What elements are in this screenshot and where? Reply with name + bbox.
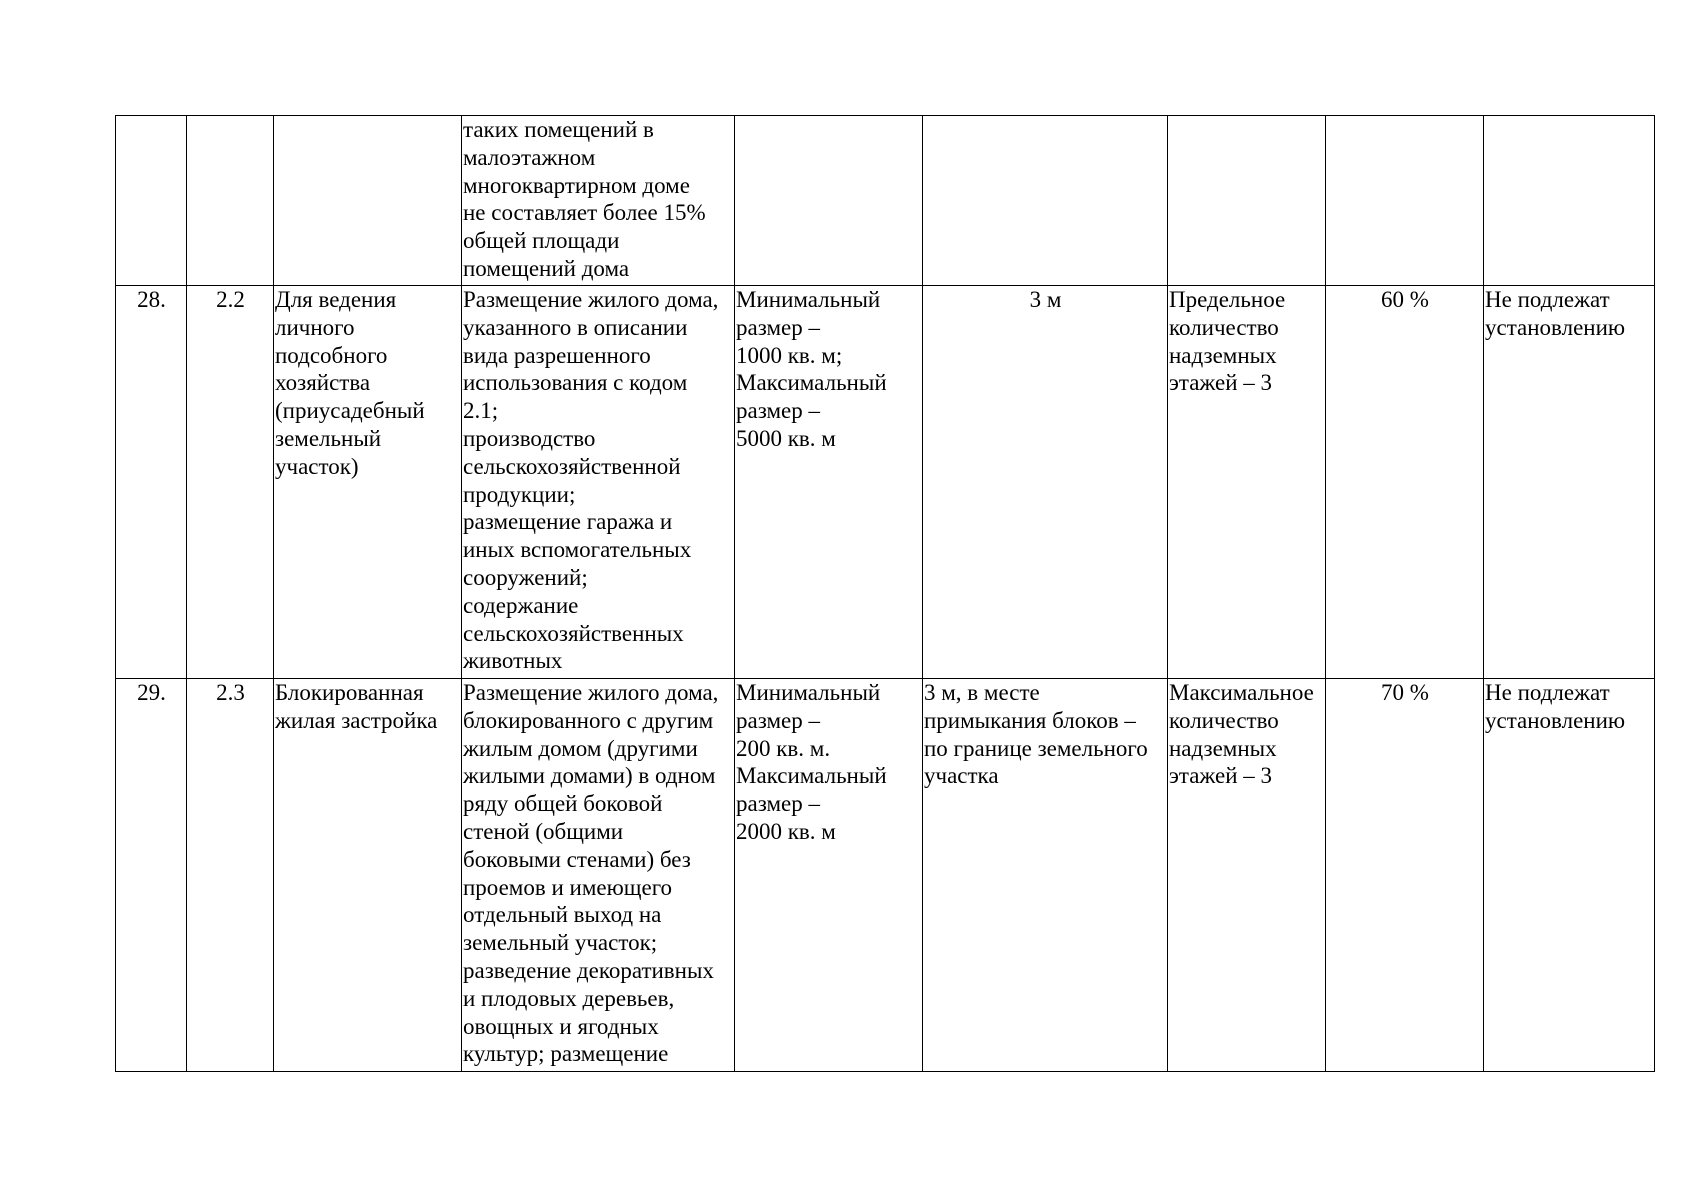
text-line: боковыми стенами) без bbox=[463, 846, 691, 872]
text-line: блокированного с другим bbox=[463, 707, 714, 733]
text-line: Максимальное bbox=[1169, 680, 1314, 705]
text-line: жилым домом (другими bbox=[463, 735, 698, 761]
text-line: хозяйства bbox=[275, 370, 371, 396]
row-code-cell: 2.3 bbox=[187, 679, 274, 1072]
use-description-cell bbox=[462, 679, 735, 1072]
text-line: надземных bbox=[1169, 342, 1277, 368]
text-line: Максимальный bbox=[736, 763, 887, 789]
text-line: продукции; bbox=[463, 481, 576, 507]
table-row bbox=[116, 286, 1655, 679]
text-line: Максимальный bbox=[736, 370, 887, 396]
plot-size-cell bbox=[735, 116, 923, 286]
text-line: Не подлежат bbox=[1485, 680, 1610, 705]
text-line: земельный участок; bbox=[463, 930, 658, 956]
setback-cell: 3 м bbox=[923, 286, 1168, 679]
text-line: установлению bbox=[1485, 314, 1626, 340]
other-params-cell bbox=[1484, 116, 1655, 286]
text-line: Минимальный bbox=[736, 680, 881, 705]
text-line: Для ведения bbox=[275, 287, 397, 312]
text-line: участка bbox=[924, 763, 999, 789]
text-line: таких помещений в bbox=[463, 117, 654, 142]
text-line: жилая застройка bbox=[275, 707, 438, 733]
text-line: разведение декоративных bbox=[463, 957, 714, 983]
text-line: размер – bbox=[736, 398, 820, 424]
text-line: этажей – 3 bbox=[1169, 370, 1273, 396]
text-line: 2.1; bbox=[463, 398, 499, 424]
text-line: размер – bbox=[736, 791, 820, 817]
text-line: (приусадебный bbox=[275, 398, 425, 424]
text-line: сельскохозяйственной bbox=[463, 453, 681, 479]
use-description-cell bbox=[462, 286, 735, 679]
text-line: Размещение жилого дома, bbox=[463, 287, 719, 312]
text-line: 3 м, в месте bbox=[924, 680, 1040, 705]
text-line: производство bbox=[463, 425, 596, 451]
text-line: использования с кодом bbox=[463, 370, 688, 396]
text-line: Предельное bbox=[1169, 287, 1286, 312]
text-line: количество bbox=[1169, 314, 1279, 340]
floors-cell bbox=[1168, 679, 1326, 1072]
text-line: земельный bbox=[275, 425, 382, 451]
text-line: размер – bbox=[736, 707, 820, 733]
text-line: подсобного bbox=[275, 342, 388, 368]
floors-cell bbox=[1168, 286, 1326, 679]
use-name-cell bbox=[274, 286, 462, 679]
text-line: размер – bbox=[736, 314, 820, 340]
text-line: установлению bbox=[1485, 707, 1626, 733]
other-params-cell bbox=[1484, 286, 1655, 679]
text-line: примыкания блоков – bbox=[924, 707, 1136, 733]
text-line: по границе земельного bbox=[924, 735, 1148, 761]
text-line: размещение гаража и bbox=[463, 509, 673, 535]
text-line: животных bbox=[463, 648, 563, 674]
text-line: Блокированная bbox=[275, 680, 424, 705]
use-name-cell bbox=[274, 679, 462, 1072]
text-line: не составляет более 15% bbox=[463, 200, 706, 226]
text-line: отдельный выход на bbox=[463, 902, 662, 928]
text-line: надземных bbox=[1169, 735, 1277, 761]
text-line: личного bbox=[275, 314, 355, 340]
setback-cell bbox=[923, 679, 1168, 1072]
coverage-cell: 70 % bbox=[1326, 679, 1484, 1072]
text-line: сельскохозяйственных bbox=[463, 620, 684, 646]
text-line: 200 кв. м. bbox=[736, 735, 831, 761]
text-line: сооружений; bbox=[463, 564, 588, 590]
text-line: Минимальный bbox=[736, 287, 881, 312]
plot-size-cell bbox=[735, 286, 923, 679]
text-line: Размещение жилого дома, bbox=[463, 680, 719, 705]
row-code-cell bbox=[187, 116, 274, 286]
row-number-cell: 29. bbox=[116, 679, 187, 1072]
text-line: стеной (общими bbox=[463, 818, 624, 844]
text-line: и плодовых деревьев, bbox=[463, 985, 675, 1011]
plot-size-cell bbox=[735, 679, 923, 1072]
row-number-cell: 28. bbox=[116, 286, 187, 679]
text-line: помещений дома bbox=[463, 255, 630, 281]
row-code-cell: 2.2 bbox=[187, 286, 274, 679]
text-line: ряду общей боковой bbox=[463, 791, 663, 817]
text-line: 5000 кв. м bbox=[736, 425, 836, 451]
text-line: содержание bbox=[463, 592, 579, 618]
text-line: проемов и имеющего bbox=[463, 874, 673, 900]
text-line: овощных и ягодных bbox=[463, 1013, 659, 1039]
coverage-cell bbox=[1326, 116, 1484, 286]
setback-cell bbox=[923, 116, 1168, 286]
text-line: участок) bbox=[275, 453, 359, 479]
text-line: Не подлежат bbox=[1485, 287, 1610, 312]
use-description-cell bbox=[462, 116, 735, 286]
text-line: вида разрешенного bbox=[463, 342, 651, 368]
other-params-cell bbox=[1484, 679, 1655, 1072]
text-line: общей площади bbox=[463, 228, 620, 254]
use-name-cell bbox=[274, 116, 462, 286]
table-row bbox=[116, 679, 1655, 1072]
text-line: количество bbox=[1169, 707, 1279, 733]
coverage-cell: 60 % bbox=[1326, 286, 1484, 679]
table-row bbox=[116, 116, 1655, 286]
text-line: указанного в описании bbox=[463, 314, 688, 340]
text-line: малоэтажном bbox=[463, 144, 596, 170]
text-line: иных вспомогательных bbox=[463, 537, 692, 563]
text-line: культур; размещение bbox=[463, 1041, 669, 1067]
text-line: жилыми домами) в одном bbox=[463, 763, 716, 789]
text-line: многоквартирном доме bbox=[463, 172, 690, 198]
floors-cell bbox=[1168, 116, 1326, 286]
row-number-cell bbox=[116, 116, 187, 286]
text-line: 1000 кв. м; bbox=[736, 342, 843, 368]
text-line: этажей – 3 bbox=[1169, 763, 1273, 789]
zoning-regulations-table bbox=[115, 115, 1655, 1072]
text-line: 2000 кв. м bbox=[736, 818, 836, 844]
